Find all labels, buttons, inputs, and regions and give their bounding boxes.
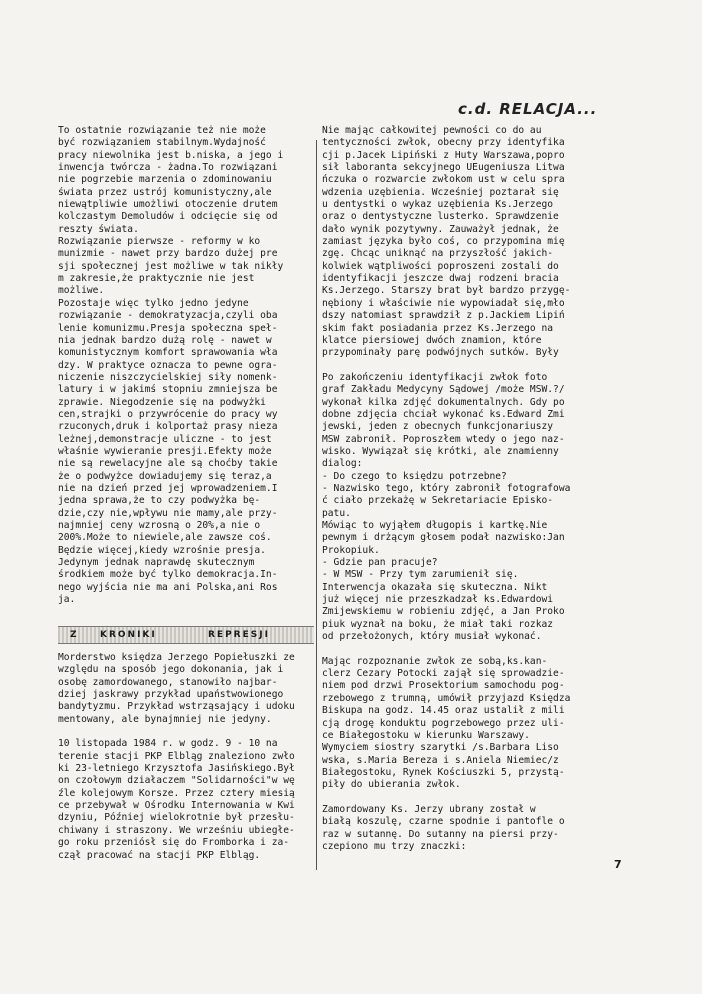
text-line: Morderstwo księdza Jerzego Popiełuszki ze [58, 652, 295, 663]
text-line [322, 792, 622, 804]
column-divider [316, 140, 317, 870]
text-line: dzyniu, Później wielokrotnie był przesłu- [58, 812, 295, 824]
text-line: Mając rozpoznanie zwłok ze sobą,ks.kan- [322, 655, 548, 667]
text-line: rozwiązanie - demokratyzacja,czyli oba [58, 310, 278, 322]
text-line: - Gdzie pan pracuje? [322, 557, 438, 569]
text-line: reszty świata. [58, 223, 139, 235]
text-line: właśnie wywieranie presji.Efekty może [58, 445, 272, 457]
text-line: być rozwiązaniem stabilnym.Wydajność [58, 137, 266, 149]
text-line: Rozwiązanie pierwsze - reformy w ko [58, 236, 261, 248]
text-line: świata przez ustrój komunistyczny,ale [58, 186, 272, 198]
text-line: ńczuka o rozwarcie zwłokom ust w celu spra [322, 174, 565, 186]
text-line: Żmijewskiemu w robieniu zdjęć, a Jan Proko [322, 606, 565, 618]
text-line: graf Zakładu Medycyny Sądowej /może MSW.?/ [322, 384, 565, 396]
text-line: źle kolejowym Korsze. Przez cztery miesią [58, 787, 295, 799]
text-line: białą koszulę, czarne spodnie i pantofle o [322, 816, 565, 828]
section-header-kroniki-represji [58, 626, 314, 644]
text-line: piuk wyznał na boku, że miał taki rozkaz [322, 618, 554, 630]
text-line: dzie,czy nie,wpływu nie mamy,ale przy- [58, 507, 278, 519]
text-line: chiwany i straszony. We wrześniu ubiegłe- [58, 824, 295, 836]
text-line: komunistycznym komfort sprawowania wła [58, 347, 278, 359]
text-line: rzuconych,druk i kolportaż prasy nieza [58, 421, 278, 433]
text-line: ce przebywał w Ośrodku Internowania w Kwi [58, 800, 295, 812]
section-header-label-mid: KRONIKI [100, 630, 157, 640]
text-line: tentyczności zwłok, obecny przy identyfika [322, 137, 565, 149]
right-column-text [322, 125, 622, 853]
text-line: że o podwyżce dowiadujemy się teraz,a [58, 470, 272, 482]
left-column-kronika-text [58, 652, 312, 862]
text-line: 10 listopada 1984 r. w godz. 9 - 10 na [58, 738, 278, 750]
text-line: m zakresie,że praktycznie nie jest [58, 273, 255, 285]
text-line: - Nazwisko tego, który zabronił fotografowa [322, 482, 571, 494]
text-line: wska, s.Maria Bereza i s.Aniela Niemiec/z [322, 754, 559, 766]
text-line: sji społecznej jest możliwe w tak nikły [58, 260, 284, 272]
text-line: ć ciało przekażę w Sekretariacie Episko- [322, 495, 554, 507]
section-header-label-right: REPRESJI [208, 630, 270, 640]
handwritten-note: c.d. RELACJA... [458, 100, 598, 118]
text-line: dialog: [322, 458, 363, 470]
text-line: rzebowego z trumną, umówił przyjazd Księdza [322, 692, 571, 704]
text-line: najmniej ceny wzrosną o 20%,a nie o [58, 520, 261, 531]
text-line: 200%.Może to niewiele,ale zawsze coś. [58, 532, 272, 544]
text-line: identyfikacji jeszcze dwaj rodzeni bracia [322, 273, 559, 285]
text-line: nie są rewelacyjne ale są choćby takie [58, 458, 278, 470]
text-line: jewski, jeden z obecnych funkcjonariuszy [322, 421, 554, 433]
text-line: ki 23-letniego Krzysztofa Jasińskiego.Był [58, 763, 295, 775]
text-line: mentowany, ale bynajmniej nie jedyny. [58, 713, 272, 725]
text-line: terenie stacji PKP Elbląg znaleziono zwło [58, 750, 295, 762]
section-header-label-left: Z [70, 630, 79, 640]
text-line: clerz Cezary Potocki zajął się sprowadzie- [322, 668, 565, 680]
text-line: Białegostoku, Rynek Kościuszki 5, przystą- [322, 766, 565, 778]
text-line: wykonał kilka zdjęć dokumentalnych. Gdy po [322, 396, 565, 408]
text-line: kolczastym Demoludów i odcięcie się od [58, 211, 278, 223]
text-line: on czołowym działaczem "Solidarności"w wę [58, 775, 295, 787]
text-line: dzy. W praktyce oznacza to pewne ogra- [58, 359, 278, 371]
text-line: Po zakończeniu identyfikacji zwłok foto [322, 371, 548, 383]
text-line: jedna sprawa,że to czy podwyżka bę- [58, 495, 261, 507]
text-line: latury i w jakimś stopniu zmniejsza be [58, 384, 278, 396]
text-line: skim fakt posiadania przez Ks.Jerzego na [322, 322, 554, 334]
text-line: nia jednak bardzo dużą rolę - nawet w [58, 334, 272, 346]
text-line: ce Białegostoku w kierunku Warszawy. [322, 729, 530, 741]
text-line: kolwiek wątpliwości poproszeni zostali do [322, 260, 559, 272]
text-line: zprawie. Niegodzenie się na podwyżki [58, 396, 266, 408]
text-line: - Do czego to księdzu potrzebne? [322, 470, 507, 482]
text-line: leżnej,demonstracje uliczne - to jest [58, 433, 272, 445]
text-line: wisko. Wywiązał się krótki, ale znamienny [322, 445, 559, 457]
text-line: od przełożonych, który musiał wykonać. [322, 631, 542, 643]
text-line: dało wynik pozytywny. Zauważył jednak, że [322, 223, 559, 235]
text-line: przypominały parę podwójnych sutków. Były [322, 347, 559, 359]
text-line: Biskupa na godz. 14.45 oraz ustalił z mili [322, 705, 565, 717]
text-line: Wymyciem siostry szarytki /s.Barbara Liso [322, 742, 559, 754]
text-line: Interwencja okazała się skuteczna. Nikt [322, 581, 548, 593]
text-line: już więcej nie przeszkadzał ks.Edwardowi [322, 594, 554, 606]
text-line: Mówiąc to wyjąłem długopis i kartkę.Nie [322, 520, 548, 531]
text-line: nie pogrzebie marzenia o zdominowaniu [58, 174, 272, 186]
text-line: inwencja twórcza - żadna.To rozwiązani [58, 162, 278, 174]
text-line: piły do ubierania zwłok. [322, 779, 461, 791]
text-line: nie na dzień przed jej wprowadzeniem.I [58, 482, 278, 494]
text-line: cji p.Jacek Lipiński z Huty Warszawa,popro [322, 149, 565, 161]
text-line: względu na sposób jego dokonania, jak i [58, 664, 284, 676]
text-line: To ostatnie rozwiązanie też nie może [58, 125, 266, 136]
text-line: patu. [322, 507, 351, 519]
text-line: zgę. Chcąc uniknąć na przyszłość jakich- [322, 248, 554, 260]
text-line: klatce piersiowej dwóch znamion, które [322, 334, 542, 346]
text-line: możliwe. [58, 285, 105, 297]
text-line: MSW zabronił. Poproszłem wtedy o jego naz- [322, 433, 565, 445]
text-line: - W MSW - Przy tym zarumienił się. [322, 569, 519, 581]
text-line: cen,strajki o przywrócenie do pracy wy [58, 408, 278, 420]
text-line: dszy natomiast sprawdził z p.Jackiem Lipiń [322, 310, 565, 322]
text-line: środkiem może być tylko demokracja.In- [58, 569, 278, 581]
text-line: wdzenia uzębienia. Wcześniej poztarał się [322, 186, 559, 198]
text-line: czął pracować na stacji PKP Elbląg. [58, 849, 261, 861]
text-line: niewątpliwie umożliwi otoczenie drutem [58, 199, 278, 211]
text-line: nębiony i właściwie nie wypowiadał się,mło [322, 297, 565, 309]
text-line: Będzie więcej,kiedy wzrośnie presja. [58, 544, 266, 556]
text-line: niem pod drzwi Prosektorium samochodu pog- [322, 680, 565, 692]
text-line [322, 643, 622, 655]
text-line: dziej jaskrawy przykład upaństwowionego [58, 689, 284, 701]
text-line: Pozostaje więc tylko jedno jedyne [58, 297, 249, 309]
text-line: zamiast języka było coś, co przypomina mię [322, 236, 565, 248]
text-line: dobne zdjęcia chciał wykonać ks.Edward Żmi [322, 408, 565, 420]
text-line: nego wyjścia nie ma ani Polska,ani Ros [58, 581, 278, 593]
text-line: munizmie - nawet przy bardzo dużej pre [58, 248, 278, 260]
text-line: pracy niewolnika jest b.niska, a jego i [58, 149, 284, 161]
text-line: Prokopiuk. [322, 544, 380, 556]
text-line [58, 726, 312, 738]
text-line: Nie mając całkowitej pewności co do au [322, 125, 542, 136]
text-line: Ks.Jerzego. Starszy brat był bardzo przygę- [322, 285, 571, 297]
text-line: Zamordowany Ks. Jerzy ubrany został w [322, 803, 536, 815]
left-column-text [58, 125, 312, 606]
text-line: bandytyzmu. Przykład wstrząsający i udoku [58, 701, 295, 713]
text-line [322, 360, 622, 372]
text-line: lenie komunizmu.Presja społeczna speł- [58, 322, 278, 334]
page-number: 7 [614, 858, 622, 871]
text-line: osobę zamordowanego, stanowiło najbar- [58, 676, 278, 688]
text-line: oraz o dentystyczne lusterko. Sprawdzenie [322, 211, 559, 223]
text-line: czepiono mu trzy znaczki: [322, 840, 467, 852]
text-line: u dentystki o wykaz uzębienia Ks.Jerzego [322, 199, 554, 211]
text-line: niczenie niszczycielskiej siły nomenk- [58, 371, 278, 383]
text-line: go roku przeniósł się do Fromborka i za- [58, 837, 290, 849]
text-line: raz w sutannę. Do sutanny na piersi przy- [322, 828, 559, 840]
text-line: sił laboranta sekcyjnego UEugeniusza Litwa [322, 162, 565, 174]
text-line: ja. [58, 594, 76, 606]
text-line: cją drogę konduktu pogrzebowego przez uli- [322, 717, 565, 729]
text-line: pewnym i drżącym głosem podał nazwisko:Jan [322, 532, 565, 544]
text-line: Jedynym jednak naprawdę skutecznym [58, 557, 255, 569]
